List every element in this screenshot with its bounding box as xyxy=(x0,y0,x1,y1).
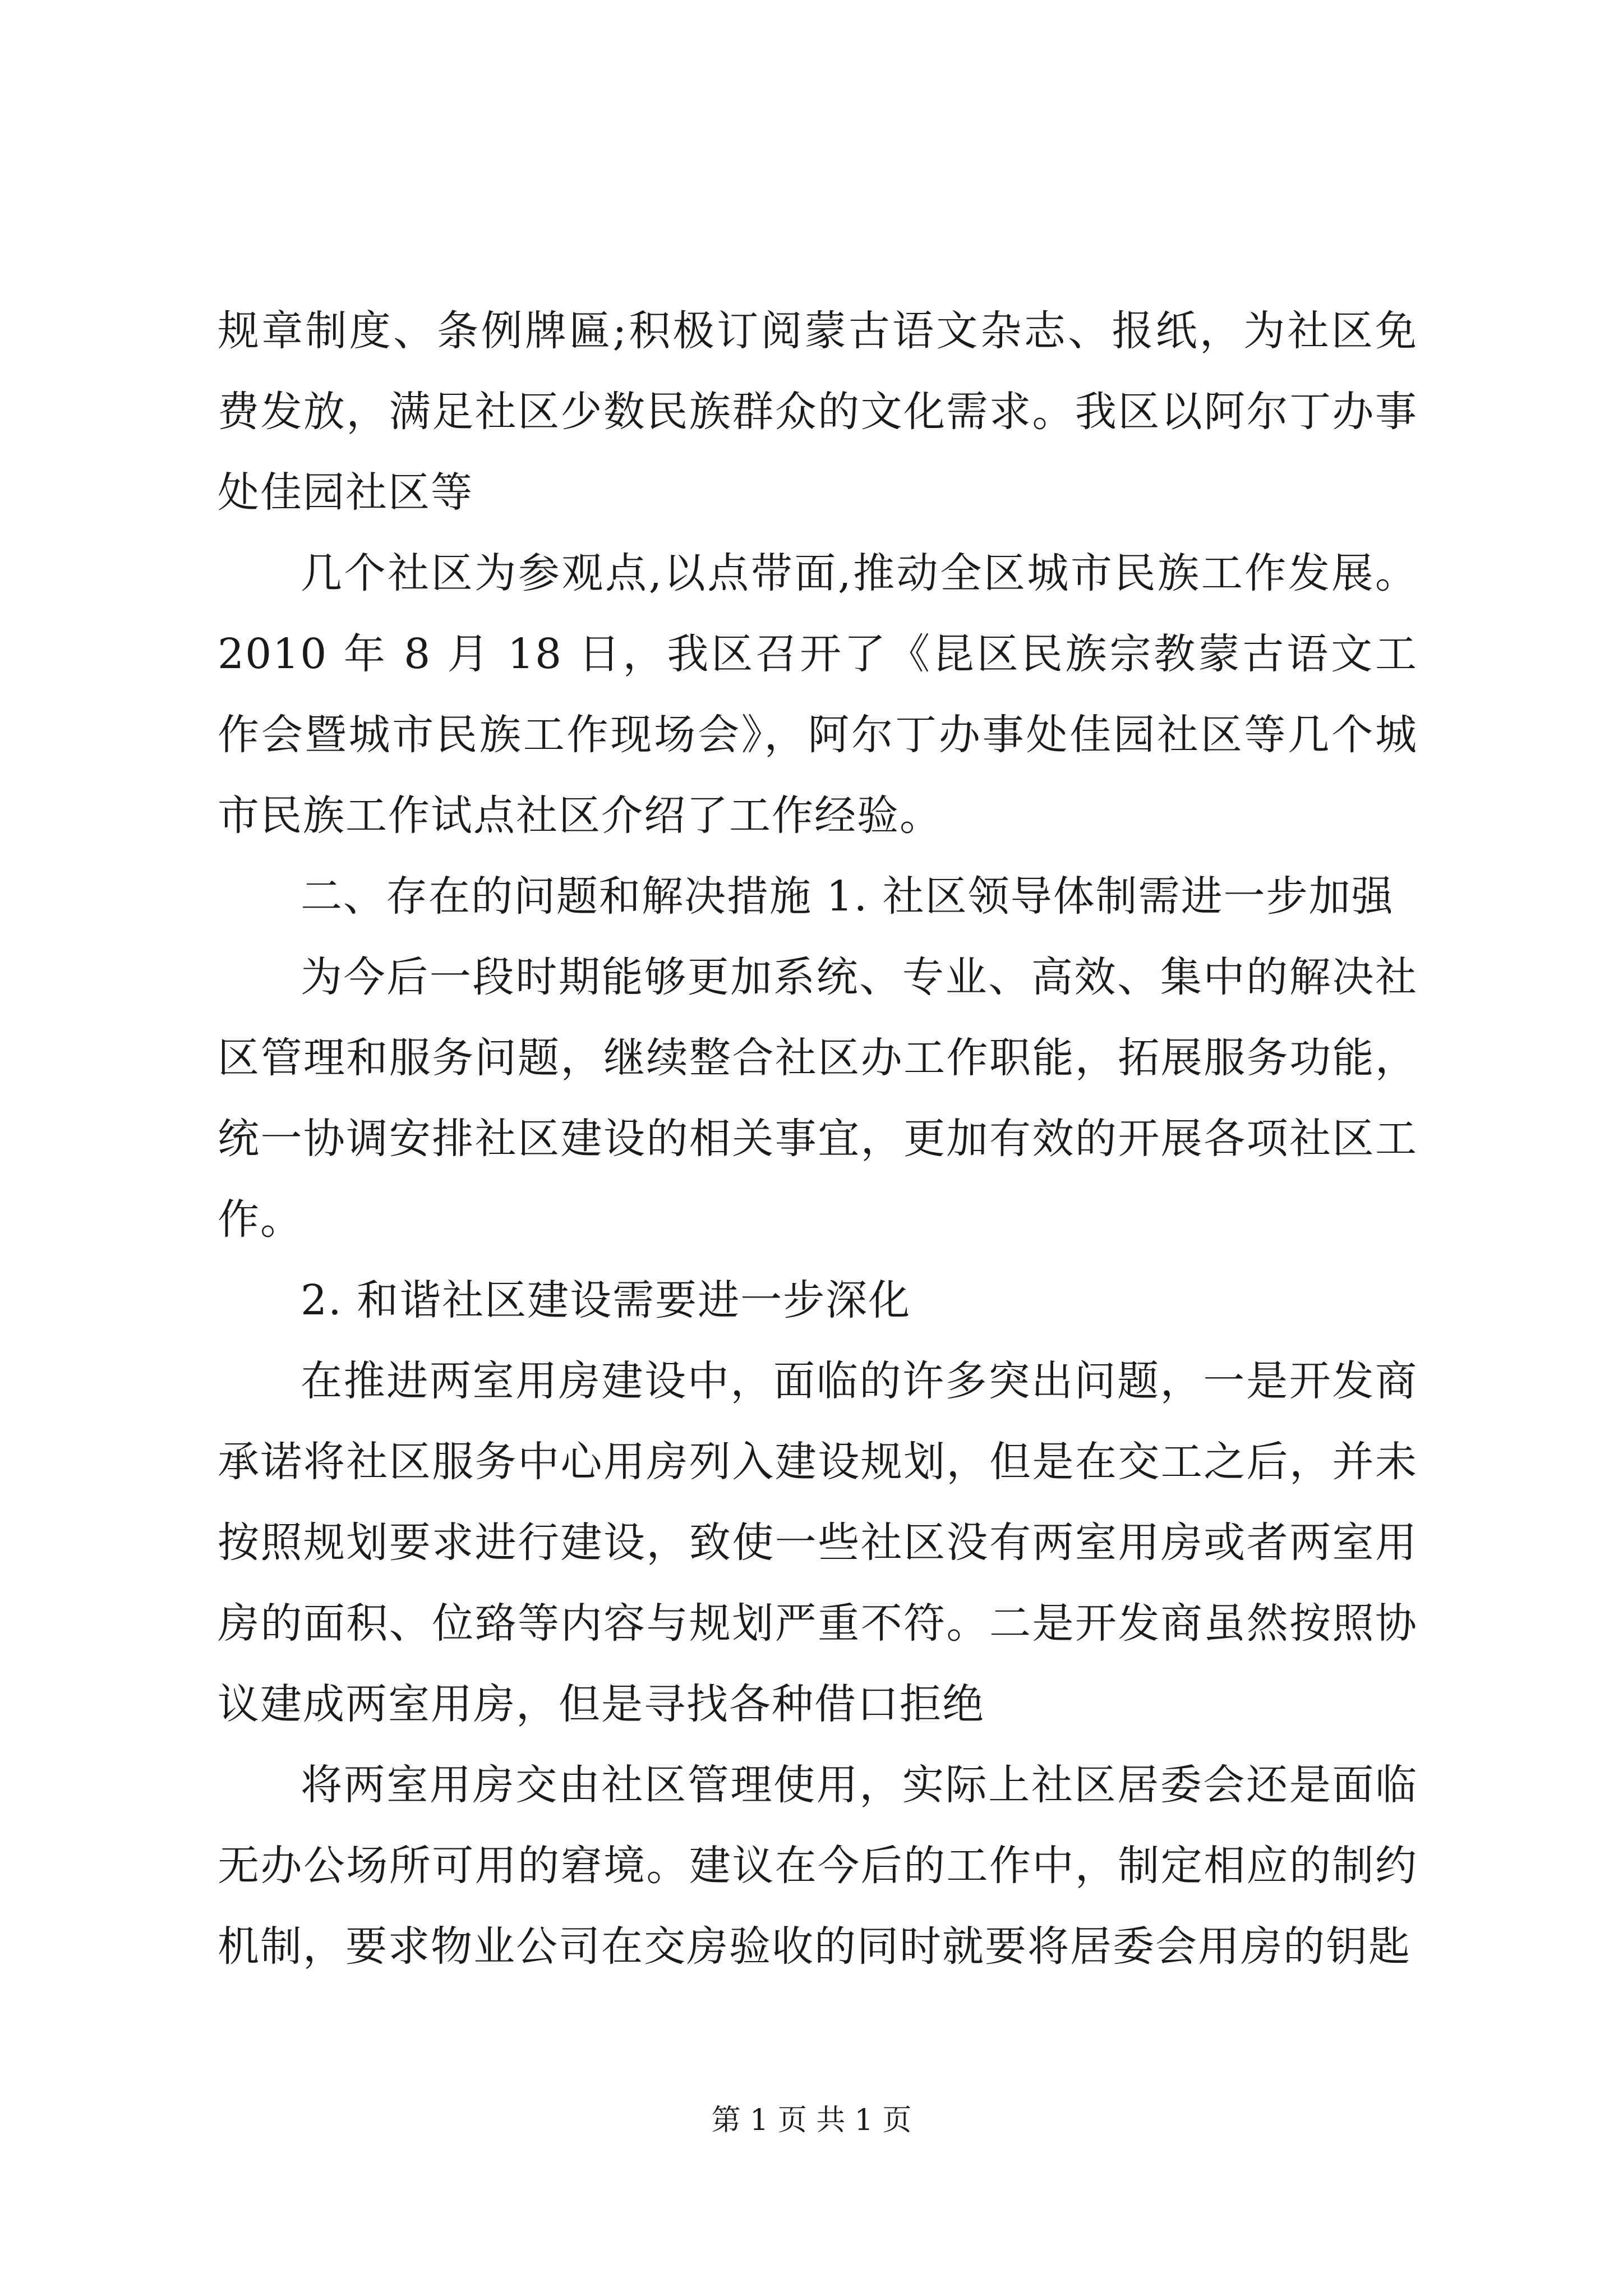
paragraph-1: 规章制度、条例牌匾;积极订阅蒙古语文杂志、报纸，为社区免费发放，满足社区少数民族群众的文化需求。我区以阿尔丁办事处佳园社区等 xyxy=(218,307,1418,517)
paragraph-4: 在推进两室用房建设中，面临的许多突出问题，一是开发商承诺将社区服务中心用房列入建设规划，但是在交工之后，并未按照规划要求进行建设，致使一些社区没有两室用房或者两室用房的面积、位臵等内容与规划严重不符。二是开发商虽然按照协议建成两室用房，但是寻找各种借口拒绝 xyxy=(218,1357,1418,1728)
paragraph-2: 几个社区为参观点,以点带面,推动全区城市民族工作发展。2010 年 8 月 18 日，我区召开了《昆区民族宗教蒙古语文工作会暨城市民族工作现场会》，阿尔丁办事处佳园社区等几个城市民族工作试点社区介绍了工作经验。 xyxy=(218,549,1418,840)
document-body xyxy=(218,291,1418,1987)
section-heading-problems: 二、存在的问题和解决措施 1. 社区领导体制需进一步加强 xyxy=(301,872,1394,921)
paragraph-5: 将两室用房交由社区管理使用，实际上社区居委会还是面临无办公场所可用的窘境。建议在今后的工作中，制定相应的制约机制，要求物业公司在交房验收的同时就要将居委会用房的钥匙 xyxy=(218,1761,1418,1971)
page-footer: 第 1 页 共 1 页 xyxy=(711,2104,912,2137)
subheading-harmonious-community: 2. 和谐社区建设需要进一步深化 xyxy=(301,1276,911,1324)
paragraph-3: 为今后一段时期能够更加系统、专业、高效、集中的解决社区管理和服务问题，继续整合社区办工作职能，拓展服务功能，统一协调安排社区建设的相关事宜，更加有效的开展各项社区工作。 xyxy=(218,953,1418,1244)
